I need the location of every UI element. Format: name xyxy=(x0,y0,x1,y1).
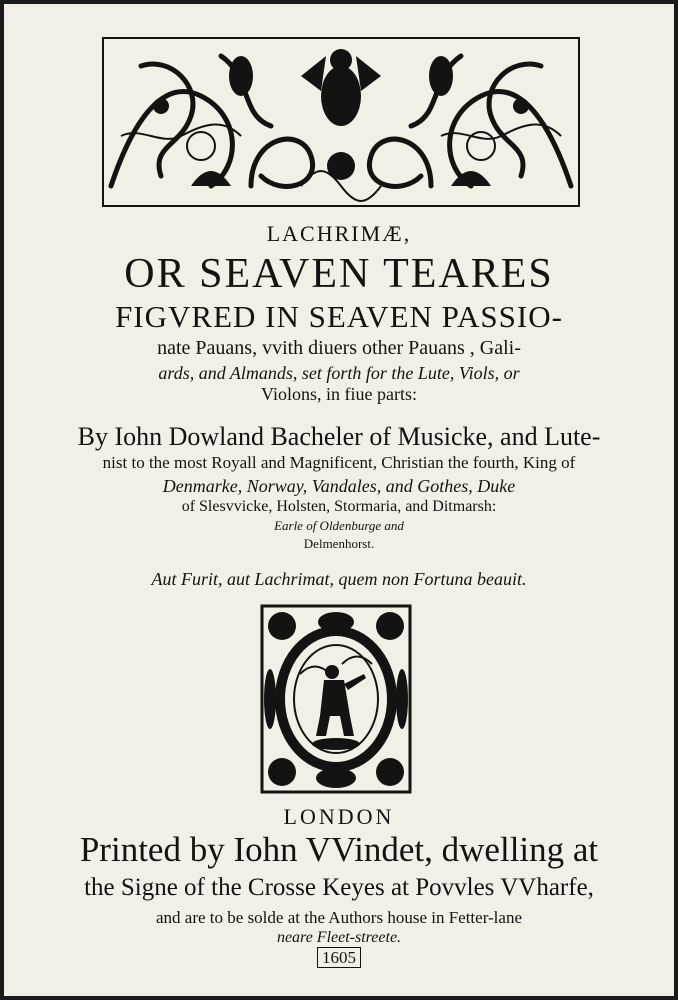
byline-line-1: By Iohn Dowland Bacheler of Musicke, and Lute- xyxy=(77,422,601,451)
motto: Aut Furit, aut Lachrimat, quem non Fortuna beauit. xyxy=(151,569,527,589)
title-line-2: OR SEAVEN TEARES xyxy=(124,251,554,297)
byline-line-3: Denmarke, Norway, Vandales, and Gothes, Duke xyxy=(162,476,516,496)
title-line-5: ards, and Almands, set forth for the Lute, Viols, or xyxy=(158,363,520,383)
imprint-line-1: Printed by Iohn VVindet, dwelling at xyxy=(79,830,599,869)
title-line-6: Violons, in fiue parts: xyxy=(261,384,417,404)
imprint-line-2: the Signe of the Crosse Keyes at Povvles VVharfe, xyxy=(84,874,594,901)
imprint-year: 1605 xyxy=(317,947,361,968)
printers-device-icon xyxy=(260,604,412,794)
title-line-4: nate Pauans, vvith diuers other Pauans , Gali- xyxy=(157,337,521,359)
title-line-1: LACHRIMÆ, xyxy=(266,221,412,246)
byline-line-4: of Slesvvicke, Holsten, Stormaria, and Ditmarsh: xyxy=(181,498,497,515)
imprint-year-row xyxy=(4,948,674,968)
ornamental-headpiece-icon xyxy=(101,36,581,208)
imprint-line-4: neare Fleet-streete. xyxy=(276,929,402,946)
byline-line-2: nist to the most Royall and Magnificent, Christian the fourth, King of xyxy=(102,453,576,472)
byline-line-6: Delmenhorst. xyxy=(303,536,375,551)
imprint-city: LONDON xyxy=(283,804,395,829)
title-line-3: FIGVRED IN SEAVEN PASSIO- xyxy=(115,299,563,334)
byline-line-5: Earle of Oldenburge and xyxy=(274,518,404,533)
title-page xyxy=(4,4,674,996)
imprint-line-3: and are to be solde at the Authors house in Fetter-lane xyxy=(156,908,522,927)
